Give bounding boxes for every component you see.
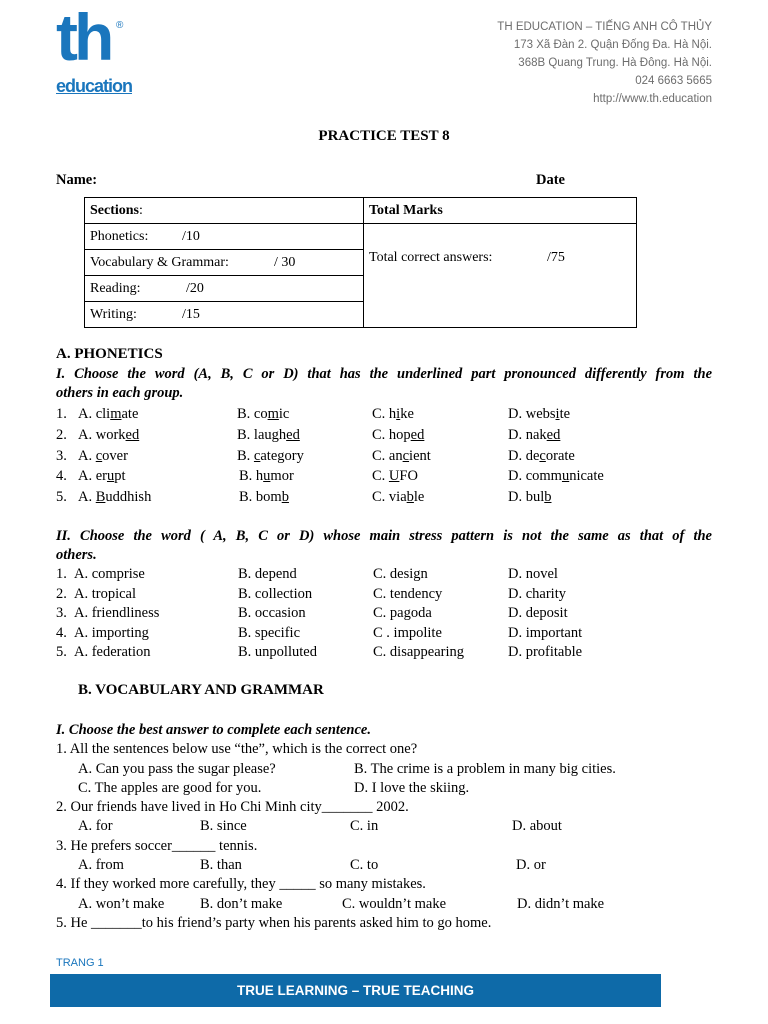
underlined-part: m: [110, 406, 122, 422]
option-text-pre: D. bul: [508, 489, 545, 506]
option-text-pre: B. h: [239, 468, 264, 485]
phonetics-option-b: [239, 489, 289, 506]
underlined-part: ed: [286, 426, 300, 443]
row-label: Writing:: [90, 306, 137, 322]
underlined-part: c: [539, 447, 546, 464]
question-3-option-c: C. to: [350, 857, 379, 873]
phonetics-option-b: [237, 406, 289, 423]
logo-education-text: education: [56, 76, 133, 96]
stress-option-b: B. occasion: [238, 605, 306, 621]
question-2-option-d: D. about: [512, 818, 562, 834]
underlined-part: i: [396, 406, 401, 422]
question-1: 1. All the sentences below use “the”, which is the correct one?: [56, 741, 418, 757]
row-label: Vocabulary & Grammar:: [90, 254, 229, 270]
option-text-pre: B.: [237, 447, 254, 464]
phonetics-row: [85, 224, 364, 250]
stress-option-c: C. design: [373, 566, 428, 582]
phonetics-option-b: [239, 468, 294, 485]
total-correct-cell: [364, 224, 637, 328]
option-text-pre: A.: [78, 447, 96, 464]
question-3-option-a: A. from: [78, 857, 124, 873]
question-2: 2. Our friends have lived in Ho Chi Minh city_______ 2002.: [56, 799, 409, 815]
section-a-title: A. PHONETICS: [56, 346, 163, 362]
option-text-pre: A.: [78, 489, 96, 506]
stress-option-c: C. pagoda: [373, 605, 432, 621]
question-4-option-c: C. wouldn’t make: [342, 896, 447, 912]
question-3-option-b: B. than: [200, 857, 242, 873]
section-b-part1-instruction: I. Choose the best answer to complete each sentence.: [56, 722, 371, 738]
option-text-post: uddhish: [105, 489, 152, 506]
stress-option-c: C. disappearing: [373, 644, 465, 660]
option-text-pre: A. cli: [78, 406, 111, 422]
writing-row: [85, 302, 364, 328]
logo-th-text: th: [56, 0, 111, 74]
question-4: 4. If they worked more carefully, they _____ so many mistakes.: [56, 876, 426, 892]
row-score: /20: [186, 280, 204, 296]
option-text-pre: D. nak: [508, 426, 547, 443]
stress-option-b: B. collection: [238, 585, 313, 602]
question-2-option-a: A. for: [78, 818, 113, 834]
question-4-option-d: D. didn’t make: [517, 896, 605, 912]
stress-option-a: A. federation: [74, 644, 151, 660]
total-marks-header: Total Marks: [364, 198, 637, 224]
phonetics-option-a: [78, 448, 128, 465]
section-a-part2-instruction-line2: others.: [56, 547, 97, 563]
phonetics-option-c: [372, 448, 431, 465]
question-5: 5. He _______to his friend’s party when his parents asked him to go home.: [56, 915, 492, 931]
underlined-part: c: [402, 447, 410, 464]
reading-row: [85, 276, 364, 302]
option-text-post: ate: [121, 406, 139, 422]
underlined-part: m: [267, 406, 279, 422]
option-text-pre: B. laugh: [237, 426, 287, 443]
underlined-part: c: [253, 447, 261, 464]
stress-option-b: B. depend: [238, 566, 297, 582]
sections-header-cell: [85, 198, 364, 224]
option-text-post: orate: [545, 447, 575, 464]
section-a-part1-instruction-line1: I. Choose the word (A, B, C or D) that has the underlined part pronounced differently from the: [56, 366, 712, 382]
stress-option-d: D. novel: [508, 566, 558, 582]
question-2-option-c: C. in: [350, 818, 379, 834]
phonetics-item-number: 3.: [56, 447, 67, 464]
option-text-pre: C.: [372, 468, 389, 485]
question-1-option-c: C. The apples are good for you.: [78, 780, 262, 796]
stress-option-a: A. friendliness: [74, 605, 160, 621]
vocab-grammar-row: [85, 250, 364, 276]
contact-phone: 024 6663 5665: [635, 75, 712, 87]
stress-option-a: A. importing: [74, 624, 149, 641]
contact-address-1: 173 Xã Đàn 2. Quận Đống Đa. Hà Nội.: [513, 39, 712, 51]
name-label: Name:: [56, 172, 98, 188]
question-4-option-b: B. don’t make: [200, 896, 283, 912]
underlined-part: b: [544, 489, 552, 506]
phonetics-option-a: [78, 406, 138, 423]
phonetics-option-c: [372, 427, 424, 444]
option-text-post: te: [559, 406, 571, 422]
option-text-post: le: [413, 489, 425, 506]
question-1-option-a: A. Can you pass the sugar please?: [78, 761, 276, 777]
underlined-part: ed: [546, 426, 561, 443]
footer-slogan-bar: TRUE LEARNING – TRUE TEACHING: [50, 974, 661, 1007]
th-education-logo: [56, 0, 133, 100]
stress-option-b: B. unpolluted: [238, 644, 317, 660]
contact-address-2: 368B Quang Trung. Hà Đông. Hà Nội.: [518, 57, 712, 69]
underlined-part: u: [107, 468, 115, 485]
stress-item-number: 1.: [56, 566, 67, 582]
option-text-pre: D. de: [508, 447, 540, 464]
question-1-option-d: D. I love the skiing.: [354, 780, 470, 796]
row-score: / 30: [274, 254, 296, 270]
underlined-part: b: [281, 489, 289, 506]
option-text-post: FO: [399, 468, 418, 485]
total-correct-score: /75: [547, 249, 565, 265]
underlined-part: c: [95, 447, 103, 464]
option-text-pre: C. via: [372, 489, 407, 506]
underlined-part: u: [263, 468, 271, 485]
phonetics-item-number: 4.: [56, 468, 67, 485]
sections-header: Sections: [90, 202, 139, 218]
phonetics-item-number: 5.: [56, 489, 67, 506]
option-text-pre: D. webs: [508, 406, 556, 422]
option-text-post: ic: [278, 406, 290, 422]
phonetics-option-d: [508, 427, 560, 444]
underlined-part: u: [561, 468, 570, 485]
question-1-option-b: B. The crime is a problem in many big cities.: [354, 761, 616, 777]
section-b-title: B. VOCABULARY AND GRAMMAR: [78, 682, 324, 698]
phonetics-option-d: [508, 468, 604, 485]
stress-option-d: D. charity: [508, 585, 566, 602]
option-text-post: nicate: [569, 468, 604, 485]
question-2-option-b: B. since: [200, 818, 247, 834]
stress-option-d: D. important: [508, 624, 583, 641]
underlined-part: ed: [410, 426, 425, 443]
sections-colon: :: [139, 202, 143, 218]
stress-item-number: 5.: [56, 644, 67, 660]
phonetics-option-d: [508, 489, 552, 506]
stress-option-b: B. specific: [238, 624, 301, 641]
stress-option-a: A. tropical: [74, 585, 137, 602]
date-label: Date: [536, 172, 565, 188]
option-text-pre: C. an: [372, 447, 403, 464]
row-score: /10: [182, 228, 200, 244]
stress-item-number: 3.: [56, 605, 67, 621]
phonetics-item-number: 1.: [56, 406, 67, 422]
contact-org: TH EDUCATION – TIẾNG ANH CÔ THỦY: [497, 21, 712, 33]
row-score: /15: [182, 306, 200, 322]
stress-item-number: 4.: [56, 624, 67, 641]
option-text-pre: A. er: [78, 468, 107, 485]
page-title: PRACTICE TEST 8: [318, 128, 450, 144]
phonetics-option-c: [372, 468, 418, 485]
page-number: TRANG 1: [56, 957, 104, 969]
phonetics-option-d: [508, 448, 575, 465]
option-text-post: ke: [400, 406, 414, 422]
option-text-post: pt: [114, 468, 126, 485]
option-text-post: ient: [409, 447, 431, 464]
contact-website: http://www.th.education: [593, 93, 712, 105]
stress-option-d: D. deposit: [508, 605, 568, 621]
stress-option-c: C. tendency: [373, 585, 443, 602]
contact-block: [497, 18, 712, 108]
stress-item-number: 2.: [56, 585, 67, 602]
underlined-part: i: [555, 406, 560, 422]
phonetics-option-c: [372, 489, 424, 506]
phonetics-option-b: [237, 448, 304, 465]
phonetics-option-a: [78, 427, 139, 444]
section-a-part2-instruction-line1: II. Choose the word ( A, B, C or D) whose main stress pattern is not the same as that of the: [56, 528, 712, 544]
marks-table: [84, 197, 637, 328]
total-correct-label: Total correct answers:: [369, 249, 493, 265]
question-3: 3. He prefers soccer______ tennis.: [56, 838, 258, 854]
option-text-post: ategory: [260, 447, 304, 464]
phonetics-option-a: [78, 468, 126, 485]
option-text-pre: B. bom: [239, 489, 282, 506]
logo-registered-mark: ®: [116, 20, 124, 31]
phonetics-option-b: [237, 427, 300, 444]
option-text-pre: C. h: [372, 406, 397, 422]
question-3-option-d: D. or: [516, 857, 546, 873]
underlined-part: b: [406, 489, 414, 506]
option-text-pre: D. comm: [508, 468, 562, 485]
row-label: Phonetics:: [90, 228, 149, 244]
option-text-post: over: [102, 447, 128, 464]
underlined-part: U: [388, 468, 400, 485]
option-text-pre: C. hop: [372, 426, 411, 443]
stress-option-d: D. profitable: [508, 644, 583, 660]
row-label: Reading:: [90, 280, 141, 296]
option-text-pre: B. co: [237, 406, 268, 422]
phonetics-option-a: [78, 489, 151, 506]
phonetics-item-number: 2.: [56, 426, 67, 443]
question-4-option-a: A. won’t make: [78, 896, 165, 912]
option-text-post: mor: [270, 468, 294, 485]
phonetics-option-c: [372, 406, 414, 423]
underlined-part: B: [95, 489, 106, 506]
option-text-pre: A. work: [78, 426, 126, 443]
phonetics-option-d: [508, 406, 570, 423]
stress-option-a: A. comprise: [74, 566, 145, 582]
underlined-part: ed: [125, 426, 140, 443]
stress-option-c: C . impolite: [373, 624, 442, 641]
section-a-part1-instruction-line2: others in each group.: [56, 385, 184, 401]
